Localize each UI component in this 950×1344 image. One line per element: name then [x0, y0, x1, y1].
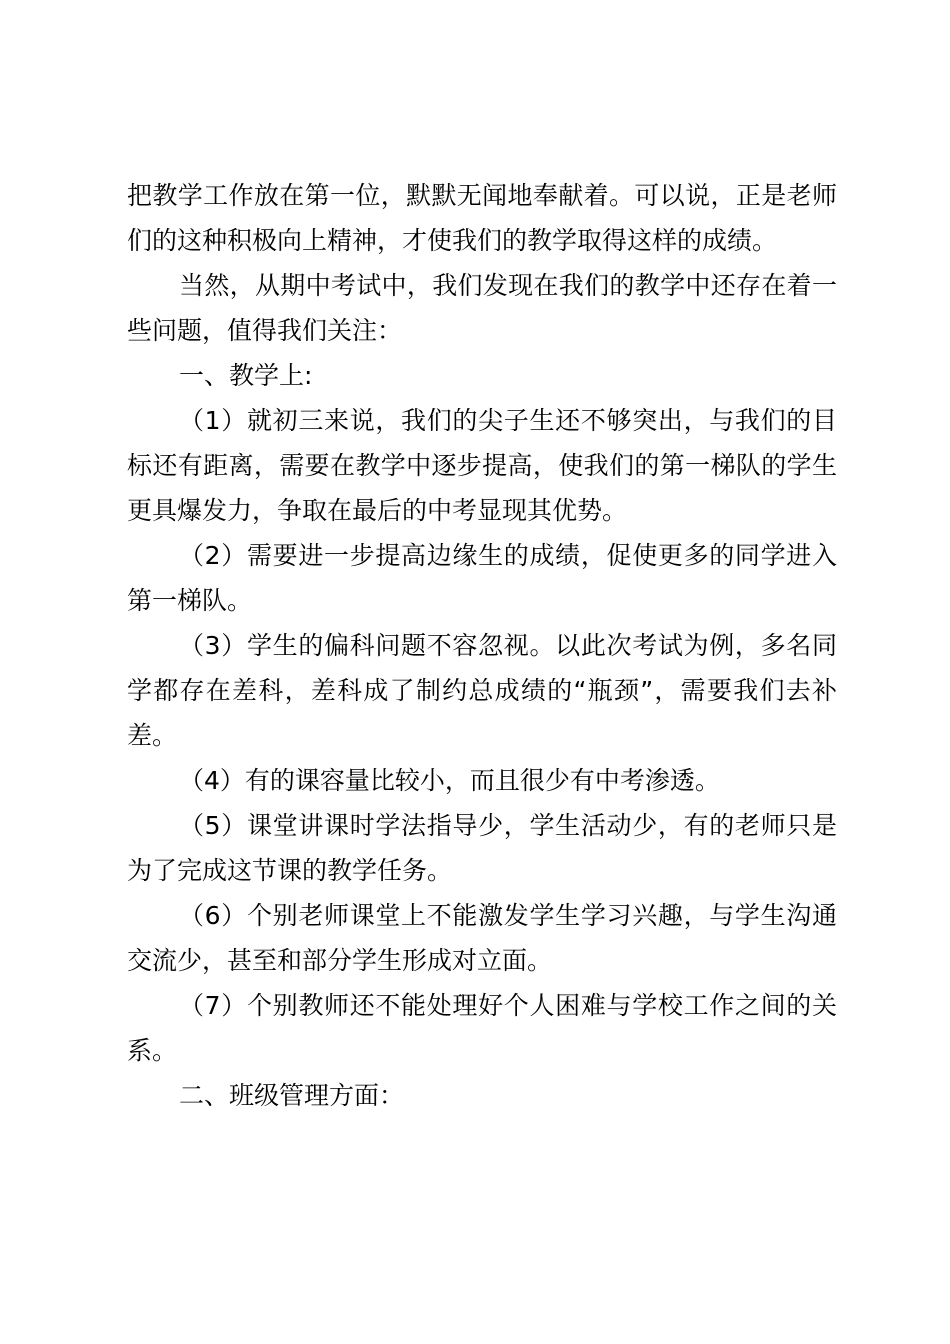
document-body — [127, 173, 837, 1118]
list-item-5: （5）课堂讲课时学法指导少，学生活动少，有的老师只是为了完成这节课的教学任务。 — [127, 811, 837, 885]
list-item-7: （7）个别教师还不能处理好个人困难与学校工作之间的关系。 — [127, 991, 837, 1065]
list-item-4: （4）有的课容量比较小，而且很少有中考渗透。 — [179, 766, 720, 795]
paragraph-intro-problems: 当然，从期中考试中，我们发现在我们的教学中还存在着一些问题，值得我们关注： — [127, 271, 837, 345]
list-item-1: （1）就初三来说，我们的尖子生还不够突出，与我们的目标还有距离，需要在教学中逐步提高，使我们的第一梯队的学生更具爆发力，争取在最后的中考显现其优势。 — [127, 406, 837, 525]
list-item-3: （3）学生的偏科问题不容忽视。以此次考试为例，多名同学都存在差科，差科成了制约总成绩的“瓶颈”，需要我们去补差。 — [127, 631, 837, 750]
section-heading-teaching: 一、教学上: — [179, 361, 313, 390]
section-heading-class-management: 二、班级管理方面： — [179, 1081, 405, 1110]
paragraph-continuation: 把教学工作放在第一位，默默无闻地奉献着。可以说，正是老师们的这种积极向上精神，才使我们的教学取得这样的成绩。 — [127, 181, 837, 255]
list-item-6: （6）个别老师课堂上不能激发学生学习兴趣，与学生沟通交流少，甚至和部分学生形成对立面。 — [127, 901, 837, 975]
list-item-2: （2）需要进一步提高边缘生的成绩，促使更多的同学进入第一梯队。 — [127, 541, 837, 615]
